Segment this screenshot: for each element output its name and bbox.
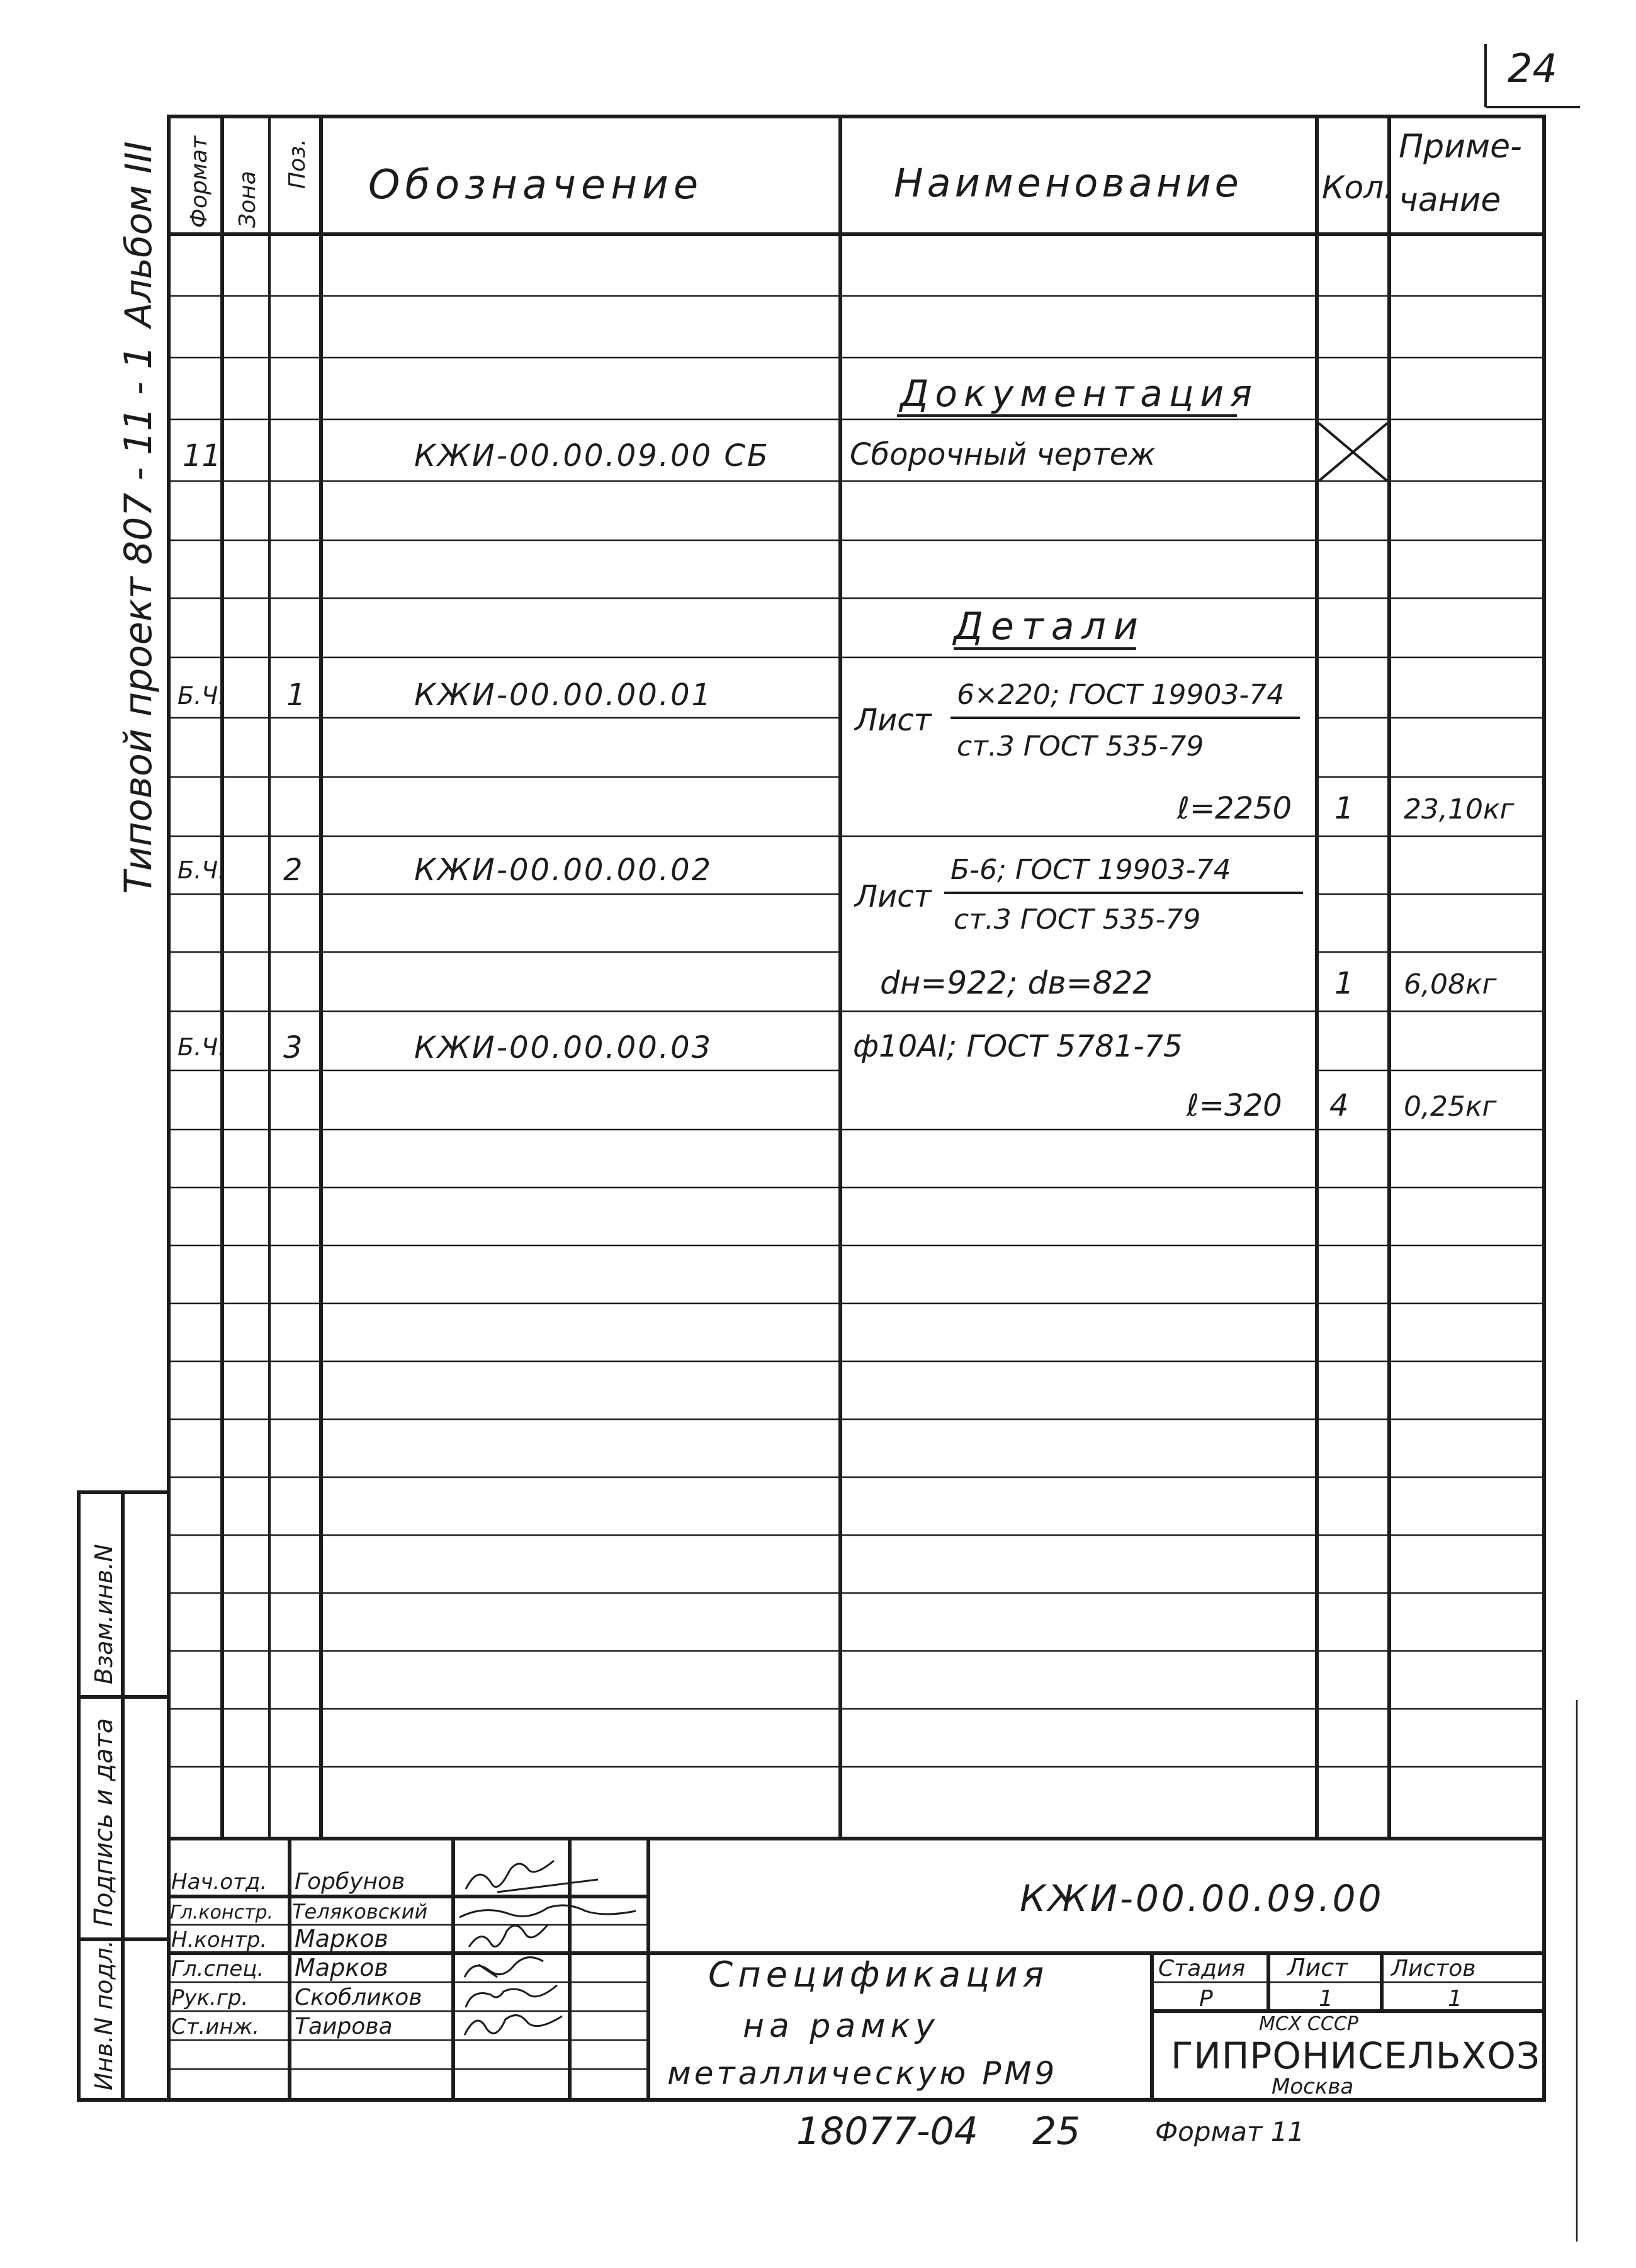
- signature-date-label: Подпись и дата: [89, 1718, 118, 1927]
- header-note-line1: Приме-: [1399, 128, 1522, 166]
- doc-name: Сборочный чертеж: [850, 437, 1156, 472]
- d2-name-top: Б-6; ГОСТ 19903-74: [951, 854, 1231, 886]
- d2-pos: 2: [283, 853, 303, 888]
- title-line1: Спецификация: [708, 1954, 1049, 1995]
- d3-note: 0,25кг: [1404, 1091, 1497, 1123]
- sheet-value: 1: [1319, 1986, 1333, 2012]
- original-inv-label: Инв.N подл.: [90, 1940, 118, 2090]
- title-line2: на рамку: [743, 2007, 940, 2045]
- city: Москва: [1272, 2074, 1354, 2099]
- album-label: Альбом III: [117, 141, 160, 327]
- role-4: Рук.гр.: [171, 1985, 249, 2010]
- title-line3: металлическую РМ9: [667, 2055, 1058, 2092]
- name-3: Марков: [295, 1954, 388, 1982]
- name-5: Таирова: [295, 2014, 393, 2039]
- d3-pos: 3: [283, 1030, 303, 1065]
- d1-name-bottom: ст.3 ГОСТ 535-79: [957, 730, 1204, 763]
- d2-dims: dн=922; dв=822: [880, 965, 1153, 1001]
- header-name: Наименование: [894, 160, 1243, 206]
- d1-note: 23,10кг: [1404, 793, 1515, 825]
- organization: ГИПРОНИСЕЛЬХОЗ: [1171, 2034, 1541, 2077]
- footer-inv-number: 18077-04: [796, 2109, 978, 2153]
- header-pos: Поз.: [285, 139, 310, 189]
- d1-format: Б.Ч.: [178, 682, 226, 710]
- d2-name-bottom: ст.3 ГОСТ 535-79: [954, 904, 1201, 936]
- d3-format: Б.Ч.: [178, 1033, 226, 1061]
- sheets-label: Листов: [1391, 1956, 1476, 1982]
- page-number: 24: [1508, 45, 1557, 91]
- project-label: Типовой проект 807 - 11 - 1: [116, 345, 161, 894]
- d2-qty: 1: [1334, 966, 1354, 1001]
- page-number-corner: [1486, 44, 1580, 107]
- header-note-line2: чание: [1399, 181, 1501, 219]
- d1-pos: 1: [286, 678, 306, 713]
- section-details: Детали: [954, 604, 1146, 649]
- d2-format: Б.Ч.: [178, 856, 226, 884]
- d1-name-prefix: Лист: [855, 703, 932, 738]
- header-format: Формат: [186, 135, 212, 228]
- document-code: КЖИ-00.00.09.00: [1020, 1877, 1384, 1920]
- sheets-value: 1: [1448, 1986, 1462, 2012]
- interchange-inv-label: Взам.инв.N: [90, 1544, 118, 1684]
- d3-name: ф10АI; ГОСТ 5781-75: [853, 1029, 1183, 1064]
- d1-qty: 1: [1334, 791, 1354, 826]
- footer-format: Формат 11: [1155, 2116, 1305, 2147]
- name-0: Горбунов: [295, 1869, 405, 1895]
- name-2: Марков: [295, 1925, 388, 1953]
- d1-name-top: 6×220; ГОСТ 19903-74: [957, 679, 1285, 711]
- header-zone: Зона: [235, 171, 261, 228]
- doc-designation: КЖИ-00.00.09.00 СБ: [414, 438, 770, 473]
- d1-dims: ℓ=2250: [1177, 791, 1292, 826]
- name-1: Теляковский: [292, 1900, 428, 1924]
- header-qty: Кол.: [1322, 169, 1394, 206]
- section-documentation: Документация: [900, 372, 1258, 415]
- role-2: Н.контр.: [171, 1927, 268, 1953]
- name-4: Скобликов: [295, 1985, 422, 2010]
- d2-name-prefix: Лист: [855, 879, 932, 914]
- signatures: [460, 1861, 636, 2035]
- d2-designation: КЖИ-00.00.00.02: [414, 853, 713, 888]
- role-1: Гл.констр.: [170, 1902, 274, 1924]
- d1-designation: КЖИ-00.00.00.01: [414, 678, 713, 713]
- d3-designation: КЖИ-00.00.00.03: [414, 1030, 713, 1065]
- d3-dims: ℓ=320: [1187, 1088, 1282, 1123]
- d3-qty: 4: [1329, 1088, 1349, 1123]
- header-designation: Обозначение: [368, 162, 704, 208]
- sheet-label: Лист: [1287, 1954, 1348, 1982]
- stage-label: Стадия: [1158, 1956, 1246, 1982]
- role-3: Гл.спец.: [171, 1956, 264, 1982]
- stage-value: Р: [1199, 1986, 1213, 2012]
- role-5: Ст.инж.: [171, 2014, 260, 2039]
- footer-page: 25: [1032, 2109, 1081, 2153]
- doc-format: 11: [183, 438, 222, 473]
- role-0: Нач.отд.: [171, 1869, 268, 1895]
- d2-note: 6,08кг: [1404, 968, 1497, 1001]
- ministry: МСХ СССР: [1259, 2013, 1358, 2035]
